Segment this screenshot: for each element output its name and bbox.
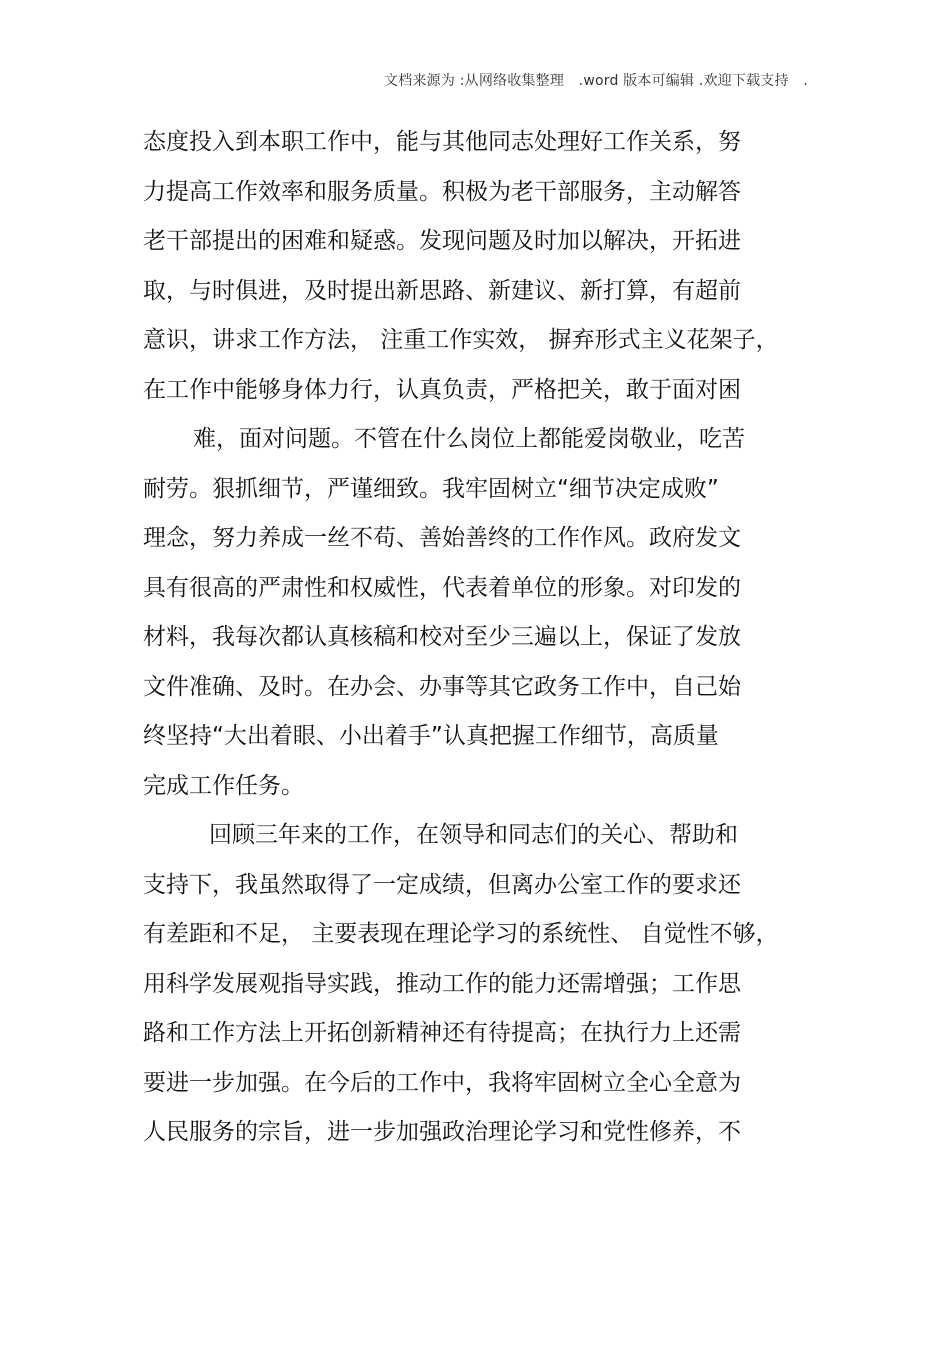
body-line: 具有很高的严肃性和权威性，代表着单位的形象。对印发的	[143, 574, 741, 601]
body-line: 理念，努力养成一丝不苟、善始善终的工作作风。政府发文	[143, 525, 741, 551]
body-line: 取，与时俱进，及时提出新思路、新建议、新打算，有超前	[143, 277, 741, 304]
body-line: 难，面对问题。不管在什么岗位上都能爱岗敬业，吃苦	[193, 426, 745, 452]
body-line: 有差距和不足， 主要表现在理论学习的系统性、 自觉性不够，	[143, 921, 779, 947]
body-line: 人民服务的宗旨，进一步加强政治理论学习和党性修养，不	[143, 1119, 741, 1145]
document-body	[143, 118, 803, 1158]
body-line: 在工作中能够身体力行，认真负责，严格把关，敢于面对困	[143, 376, 741, 403]
header-source-text: 文档来源为 :从网络收集整理	[384, 73, 565, 89]
body-line: 要进一步加强。在今后的工作中，我将牢固树立全心全意为	[143, 1069, 741, 1096]
body-line: 路和工作方法上开拓创新精神还有待提高；在执行力上还需	[143, 1020, 741, 1046]
header-edit-text: .word 版本可编辑 .欢迎下载支持	[578, 73, 789, 89]
body-line: 材料，我每次都认真核稿和校对至少三遍以上，保证了发放	[143, 624, 741, 650]
body-line: 耐劳。狠抓细节，严谨细致。我牢固树立“细节决定成败”	[143, 475, 719, 502]
body-line: 意识，讲求工作方法， 注重工作实效， 摒弃形式主义花架子，	[143, 327, 779, 353]
body-line: 文件准确、及时。在办会、办事等其它政务工作中，自己始	[143, 673, 741, 700]
body-line: 态度投入到本职工作中，能与其他同志处理好工作关系，努	[143, 129, 741, 155]
header-period: .	[803, 73, 808, 89]
body-line: 力提高工作效率和服务质量。积极为老干部服务，主动解答	[143, 178, 741, 205]
body-line: 用科学发展观指导实践，推动工作的能力还需增强；工作思	[143, 970, 741, 997]
body-line: 完成工作任务。	[143, 772, 304, 799]
body-line: 回顾三年来的工作，在领导和同志们的关心、帮助和	[209, 822, 738, 848]
page-header	[360, 70, 808, 90]
body-line: 支持下，我虽然取得了一定成绩，但离办公室工作的要求还	[143, 871, 741, 898]
body-line: 老干部提出的困难和疑惑。发现问题及时加以解决，开拓进	[143, 228, 741, 254]
body-line: 终坚持“大出着眼、小出着手”认真把握工作细节，高质量	[143, 723, 719, 749]
